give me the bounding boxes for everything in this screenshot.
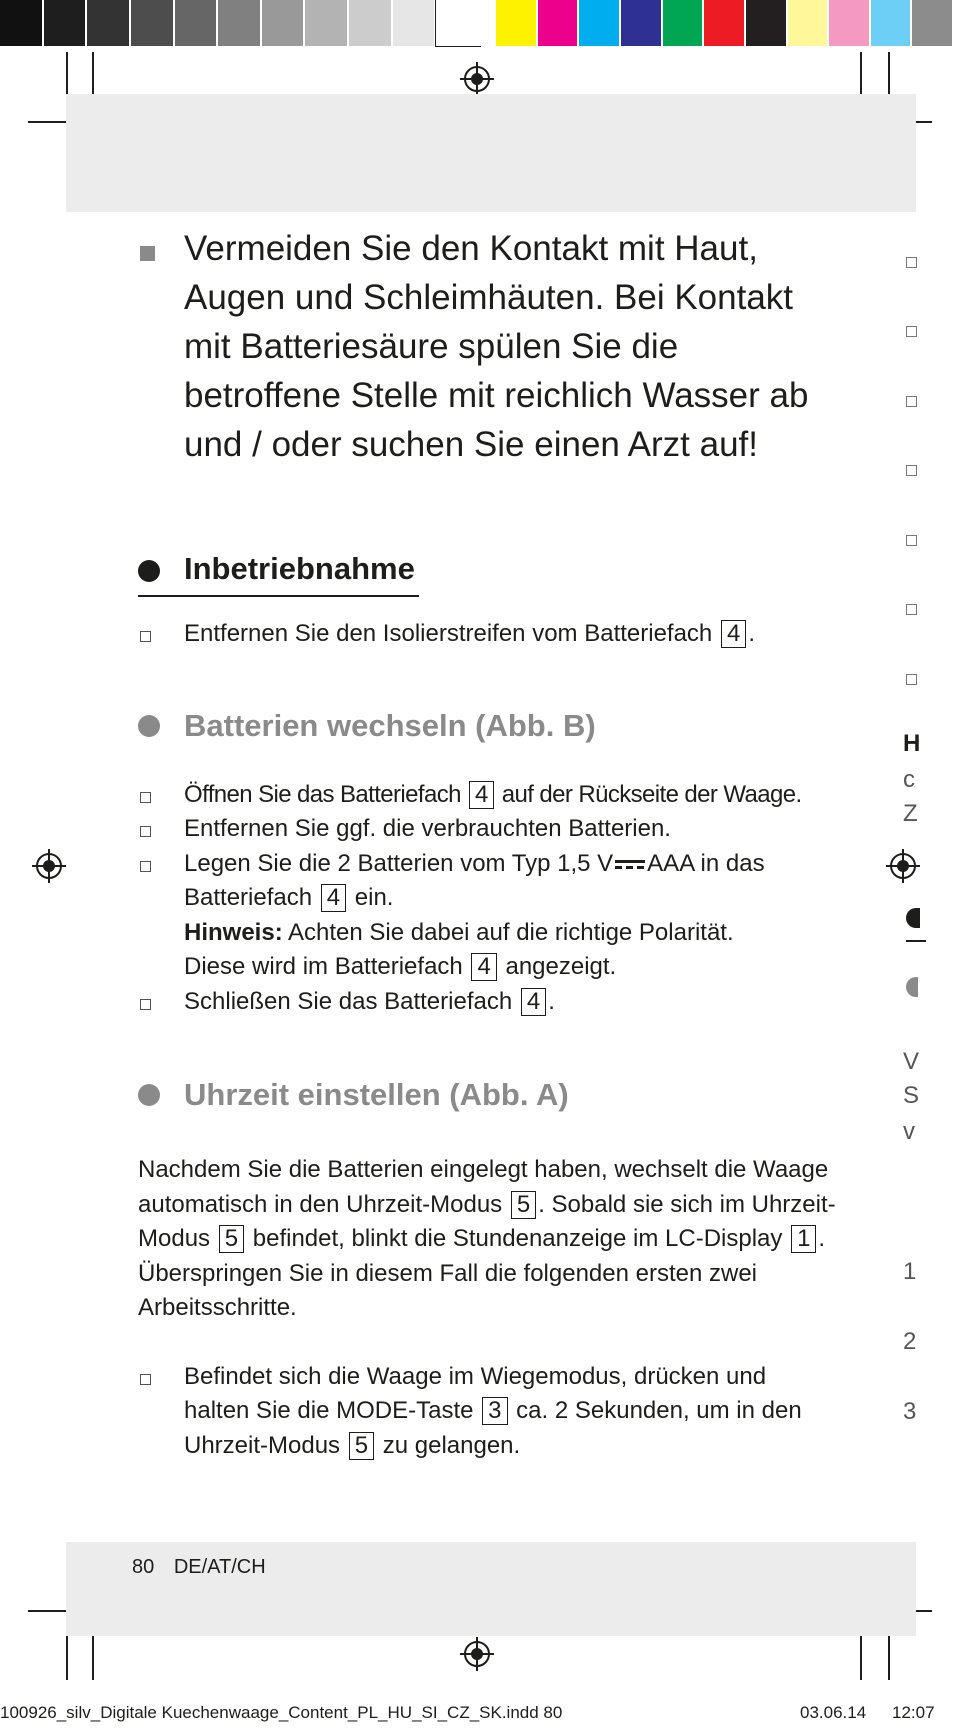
reference-number: 4 (721, 620, 746, 648)
reference-number: 3 (482, 1397, 507, 1425)
print-color-bar (0, 0, 954, 46)
slug-date: 03.06.14 (800, 1703, 867, 1722)
battery-steps (138, 778, 838, 1020)
color-swatch (436, 0, 480, 46)
checkbox-bullet-icon (906, 326, 917, 337)
color-swatch (912, 0, 954, 46)
color-swatch (746, 0, 788, 46)
section-heading: Batterien wechseln (Abb. B) (138, 708, 838, 744)
facing-page-fragment: 2 (903, 1328, 917, 1355)
list-item: Entfernen Sie ggf. die verbrauchten Batterien. (138, 812, 838, 847)
color-swatch (218, 0, 262, 46)
color-swatch (44, 0, 88, 46)
color-swatch (393, 0, 437, 46)
facing-page-underline (906, 940, 926, 942)
registration-mark-icon (460, 62, 494, 96)
facing-page-fragment: S (903, 1082, 920, 1109)
checkbox-bullet-icon (906, 396, 917, 407)
list-item: Öffnen Sie das Batteriefach 4 auf der Rückseite der Waage. (138, 778, 838, 813)
checkbox-bullet-icon (140, 1374, 151, 1385)
checkbox-bullet-icon (140, 631, 151, 642)
header-band (66, 94, 916, 212)
list-item: Entfernen Sie den Isolierstreifen vom Batteriefach 4 . (138, 617, 838, 652)
list-item: Schließen Sie das Batteriefach 4 . (138, 985, 838, 1020)
facing-page-fragment: H (903, 730, 921, 757)
list-item: Legen Sie die 2 Batterien vom Typ 1,5 V AAA in das Batteriefach 4 ein. Hinweis: Achten Sie dabei auf die richtige Polarität. Diese wird im Batteriefach 4 angezeigt. (138, 847, 838, 985)
reference-number: 1 (791, 1225, 816, 1253)
registration-mark-icon (32, 849, 66, 883)
facing-page-bullet-icon (906, 977, 918, 997)
facing-page-fragment: 1 (903, 1258, 917, 1285)
color-swatch (305, 0, 349, 46)
color-swatch (663, 0, 705, 46)
slug-filename: 100926_silv_Digitale Kuechenwaage_Content_PL_HU_SI_CZ_SK.indd 80 (0, 1703, 563, 1722)
page-content (138, 224, 838, 1463)
bullet-dot-icon (138, 1084, 160, 1106)
locale-label: DE/AT/CH (173, 1556, 266, 1578)
facing-page-fragment: v (903, 1118, 915, 1145)
facing-page-fragment: V (903, 1048, 920, 1075)
checkbox-bullet-icon (140, 861, 151, 872)
slug-time: 12:07 (892, 1703, 935, 1722)
facing-page-bullet-icon (906, 908, 920, 928)
bullet-dot-icon (138, 715, 160, 737)
color-swatch (262, 0, 306, 46)
checkbox-bullet-icon (906, 465, 917, 476)
color-swatch (538, 0, 580, 46)
color-swatch (579, 0, 621, 46)
color-swatch (704, 0, 746, 46)
color-swatch (871, 0, 913, 46)
checkbox-bullet-icon (140, 826, 151, 837)
checkbox-bullet-icon (140, 999, 151, 1010)
warning-bullet (138, 224, 838, 469)
registration-mark-icon (886, 849, 920, 883)
color-swatch (131, 0, 175, 46)
reference-number: 4 (471, 953, 496, 981)
color-bar-gap (480, 0, 496, 46)
section-inbetriebnahme (138, 551, 415, 591)
reference-number: 5 (349, 1432, 374, 1460)
checkbox-bullet-icon (906, 257, 917, 268)
square-bullet-icon (140, 246, 155, 261)
checkbox-bullet-icon (140, 792, 151, 803)
reference-number: 4 (321, 884, 346, 912)
crop-mark (888, 1630, 890, 1680)
color-swatch (788, 0, 830, 46)
checkbox-bullet-icon (906, 674, 917, 685)
page-number: 80 (132, 1556, 155, 1578)
bullet-dot-icon (138, 560, 160, 582)
heading-underline (138, 595, 419, 597)
page-footer (132, 1556, 280, 1579)
facing-page-fragment: Z (903, 800, 918, 827)
color-swatch (349, 0, 393, 46)
registration-mark-icon (460, 1637, 494, 1671)
color-swatch (829, 0, 871, 46)
reference-number: 4 (521, 988, 546, 1016)
facing-page-fragment: 3 (903, 1398, 917, 1425)
color-swatch (621, 0, 663, 46)
section-heading: Inbetriebnahme (138, 551, 415, 591)
warning-text: Vermeiden Sie den Kontakt mit Haut, Augen und Schleimhäuten. Bei Kontakt mit Batteriesäure spülen Sie die betroffene Stelle mit reichlich Wasser ab und / oder suchen Sie einen Arzt auf! (184, 229, 809, 464)
section-heading: Uhrzeit einstellen (Abb. A) (138, 1077, 838, 1113)
crop-mark (860, 1630, 862, 1680)
color-swatch (0, 0, 44, 46)
hint-label: Hinweis: (184, 918, 283, 946)
reference-number: 4 (469, 781, 494, 809)
list-item: Befindet sich die Waage im Wiegemodus, drücken und halten Sie die MODE-Taste 3 ca. 2 Sekunden, um in den Uhrzeit-Modus 5 zu gelangen. (138, 1360, 838, 1464)
checkbox-bullet-icon (906, 535, 917, 546)
color-swatch (87, 0, 131, 46)
reference-number: 5 (511, 1191, 536, 1219)
color-swatch (175, 0, 219, 46)
dc-voltage-symbol-icon (615, 858, 645, 870)
crop-mark (66, 1630, 68, 1680)
crop-mark (92, 1630, 94, 1680)
facing-page-fragment: c (903, 766, 915, 793)
color-swatch (496, 0, 538, 46)
checkbox-bullet-icon (906, 604, 917, 615)
clock-intro-paragraph: Nachdem Sie die Batterien eingelegt haben, wechselt die Waage automatisch in den Uhrzeit-Modus 5 . Sobald sie sich im Uhrzeit-Modus 5 befindet, blinkt die Stundenanzeige im LC-Display 1 . Überspringen Sie in diesem Fall die folgenden ersten zwei Arbeitsschritte. (138, 1156, 836, 1321)
reference-number: 5 (219, 1225, 244, 1253)
